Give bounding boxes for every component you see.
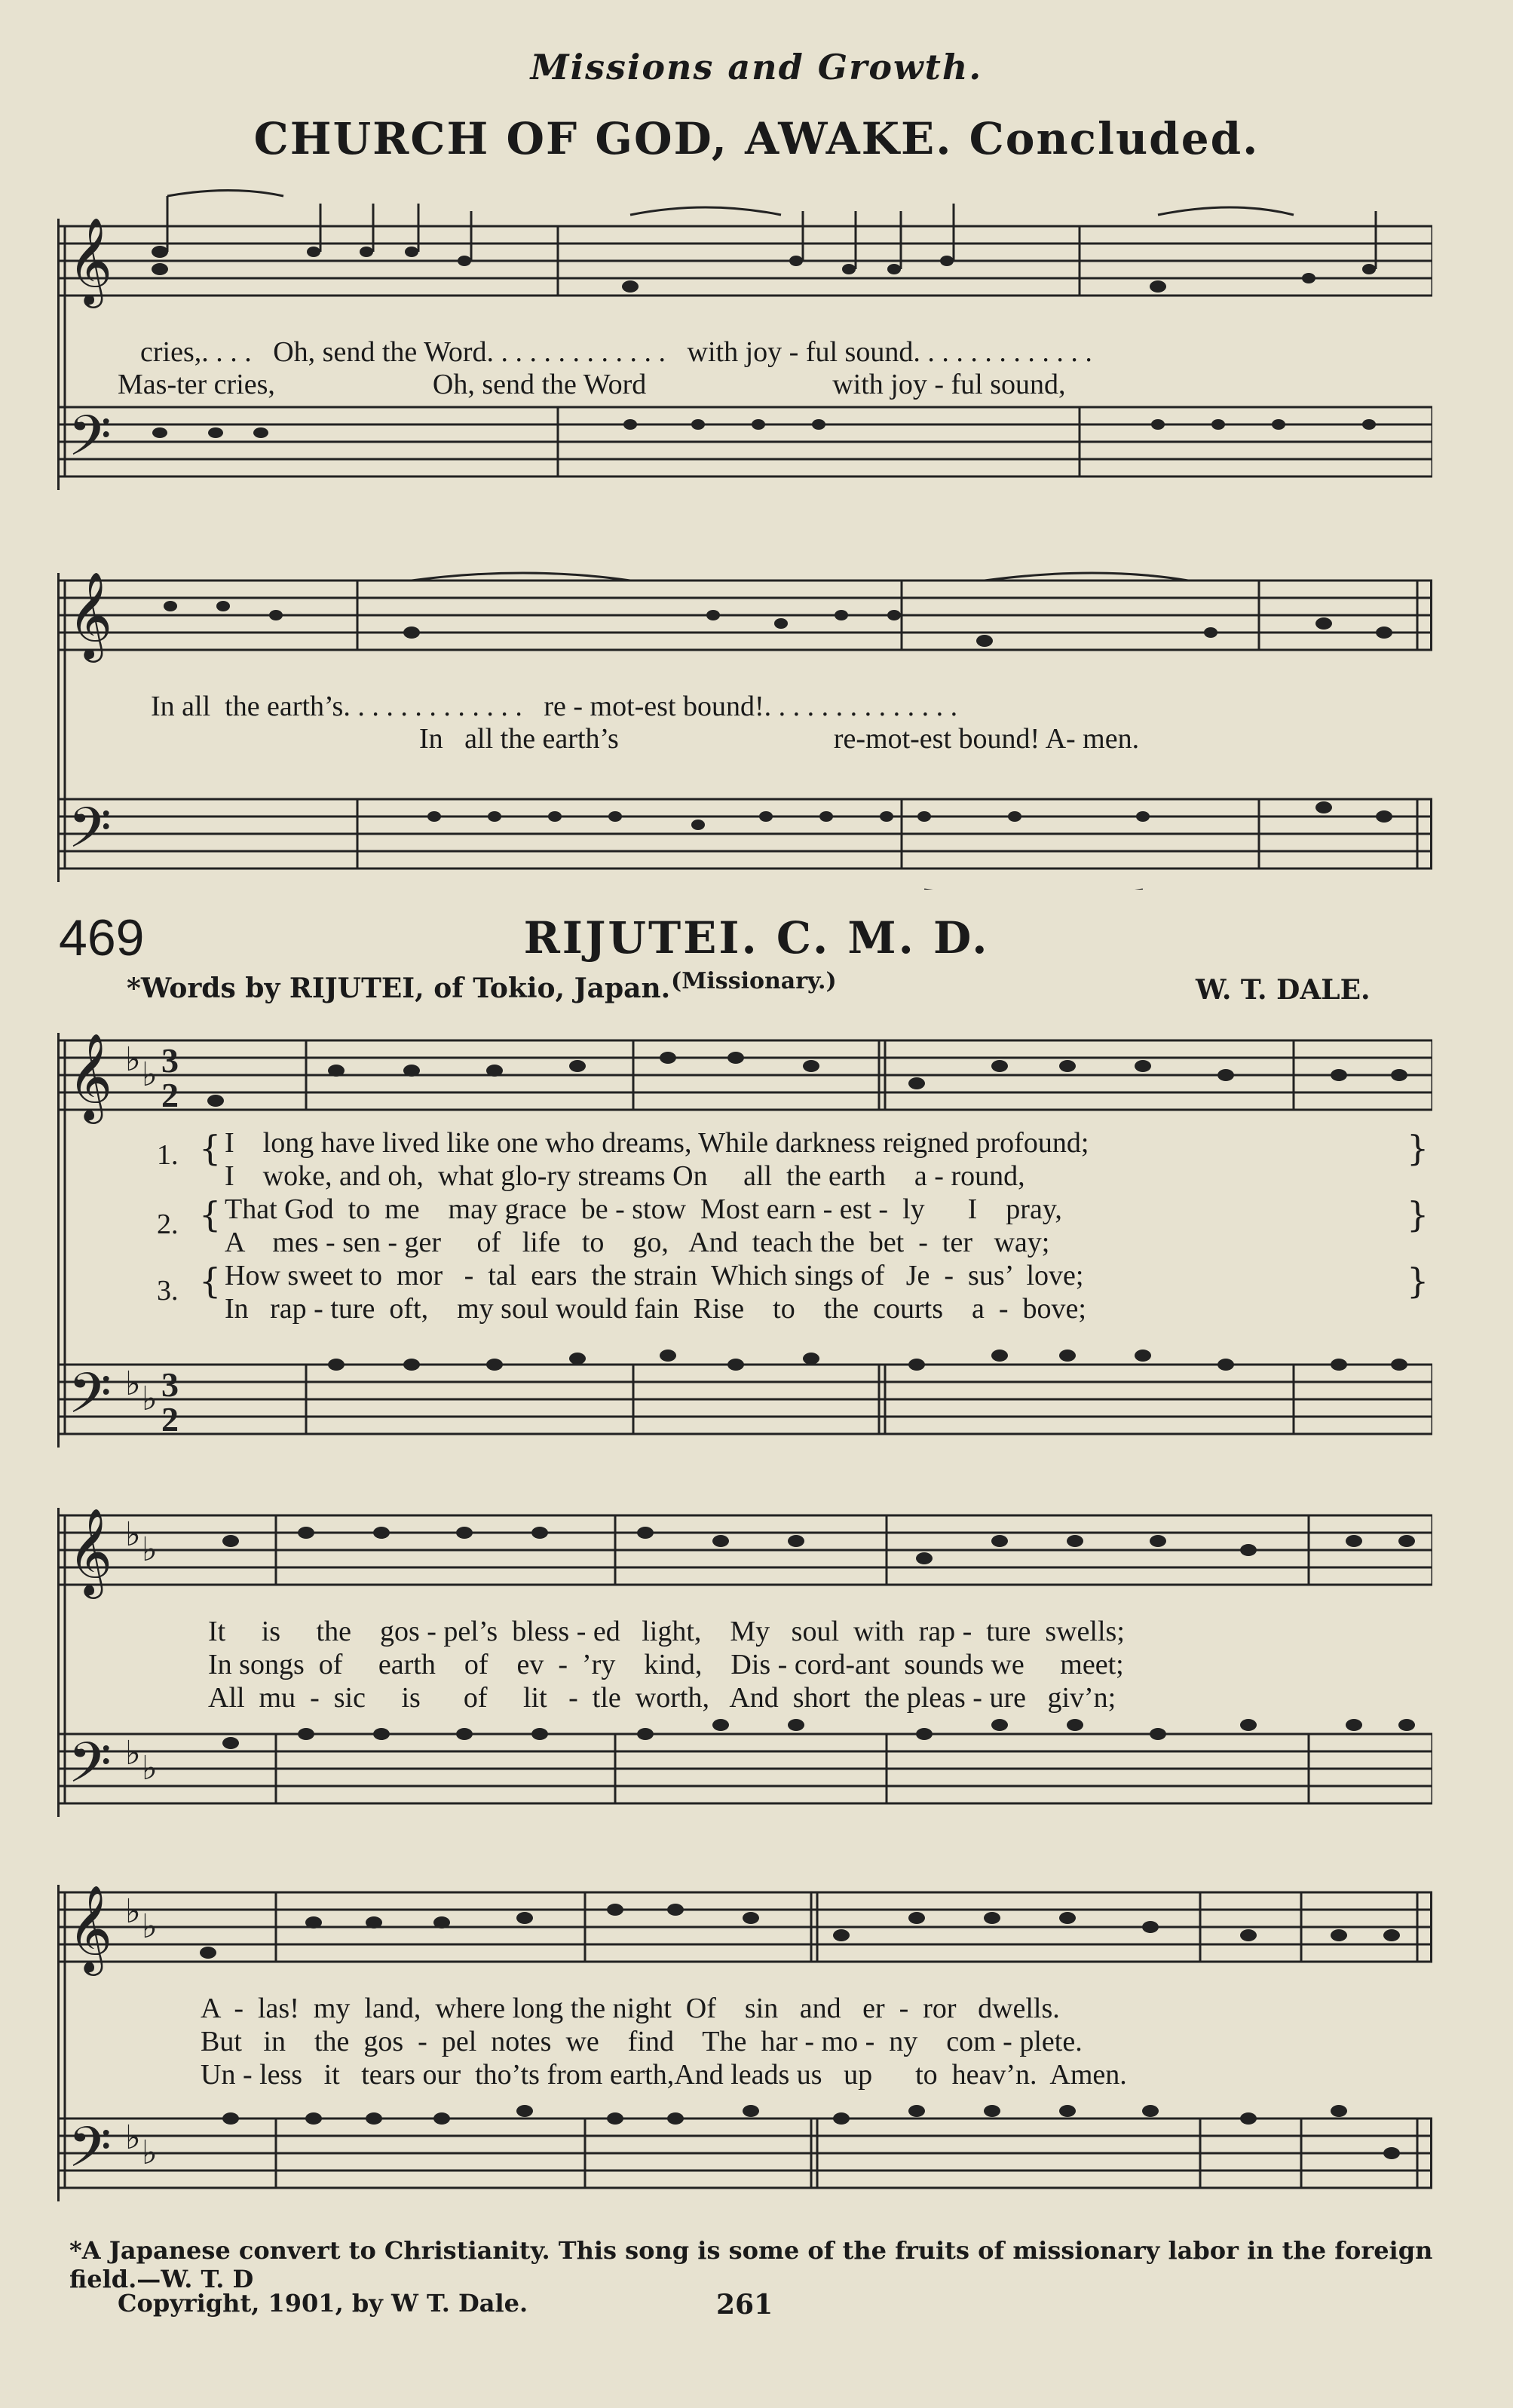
lyrics-upper-1: cries,. . . . Oh, send the Word. . . . . . . . . . . . . with joy - ful sound. . . . . . . . . . . . .: [140, 336, 1092, 368]
hymn-lyrics-2-line-1: It is the gos - pel’s bless - ed light, My soul with rap - ture swells;: [208, 1616, 1125, 1647]
hymn-system-1: [57, 1010, 1432, 1478]
hymn-lyrics-3-line-1: A - las! my land, where long the night Of sin and er - ror dwells.: [201, 1993, 1060, 2024]
svg-text:2: 2: [161, 1400, 179, 1438]
hymn-lyrics-2-line-3: All mu - sic is of lit - tle worth, And short the pleas - ure giv’n;: [208, 1682, 1116, 1714]
svg-text:𝄢: 𝄢: [68, 2115, 112, 2194]
verse-brace-right-1: }: [1407, 1128, 1429, 1169]
section-header: Missions and Growth.: [530, 47, 983, 87]
verse-brace-right-2: }: [1407, 1194, 1429, 1235]
hymn-system-3: [57, 1862, 1432, 2224]
svg-text:♭: ♭: [142, 2134, 158, 2172]
footnote: *A Japanese convert to Christianity. This song is some of the fruits of missionary labor in the foreign field.—W. T. D: [69, 2236, 1433, 2293]
svg-text:𝄢: 𝄢: [68, 795, 112, 875]
hymn-system-2: [57, 1485, 1432, 1847]
svg-text:♭: ♭: [125, 1040, 141, 1079]
svg-text:♭: ♭: [125, 1515, 141, 1554]
page-number: 261: [716, 2289, 773, 2321]
hymn-title: RIJUTEI. C. M. D.: [523, 912, 990, 964]
verse-brace-left-1: {: [199, 1128, 222, 1169]
svg-text:𝄞: 𝄞: [68, 1507, 113, 1595]
verse-brace-right-3: }: [1407, 1261, 1429, 1301]
hymn-number: 469: [59, 909, 145, 967]
svg-text:𝄞: 𝄞: [68, 1884, 113, 1972]
verse-3-line-2: In rap - ture oft, my soul would fain Rise to the courts a - bove;: [225, 1293, 1086, 1325]
lyrics-lower-2: In all the earth’s re-mot-est bound! A- men.: [419, 723, 1140, 755]
svg-text:𝄢: 𝄢: [68, 403, 112, 483]
svg-text:2: 2: [161, 1076, 179, 1114]
svg-text:♭: ♭: [142, 1530, 158, 1569]
composer: W. T. DALE.: [1196, 974, 1371, 1006]
hymn-subtitle: (Missionary.): [671, 968, 837, 994]
svg-text:𝄞: 𝄞: [68, 571, 113, 659]
svg-text:3: 3: [161, 1041, 179, 1080]
verse-number-2: 2.: [157, 1209, 179, 1240]
svg-text:♭: ♭: [142, 1749, 158, 1788]
hymn-lyrics-2-line-2: In songs of earth of ev - ’ry kind, Dis - cord-ant sounds we meet;: [208, 1649, 1124, 1680]
verse-1-line-2: I woke, and oh, what glo-ry streams On all the earth a - round,: [225, 1160, 1025, 1192]
svg-text:3: 3: [161, 1365, 179, 1404]
verse-number-3: 3.: [157, 1275, 179, 1307]
svg-text:♭: ♭: [142, 1055, 158, 1094]
verse-number-1: 1.: [157, 1139, 179, 1171]
song-title: CHURCH OF GOD, AWAKE. Concluded.: [253, 113, 1260, 164]
music-system-1: [57, 181, 1432, 528]
svg-text:♭: ♭: [125, 1734, 141, 1772]
svg-text:♭: ♭: [125, 1892, 141, 1931]
svg-text:♭: ♭: [125, 1365, 141, 1403]
hymn-lyrics-3-line-2: But in the gos - pel notes we find The har - mo - ny com - plete.: [201, 2026, 1083, 2057]
copyright: Copyright, 1901, by W T. Dale.: [118, 2289, 528, 2318]
svg-text:𝄞: 𝄞: [68, 216, 113, 305]
verse-1-line-1: I long have lived like one who dreams, While darkness reigned profound;: [225, 1127, 1089, 1159]
verse-brace-left-2: {: [199, 1194, 222, 1235]
svg-text:♭: ♭: [142, 1380, 158, 1418]
svg-text:𝄢: 𝄢: [68, 1361, 112, 1440]
verse-2-line-1: That God to me may grace be - stow Most earn - est - ly I pray,: [225, 1193, 1062, 1225]
svg-text:♭: ♭: [125, 2118, 141, 2157]
verse-brace-left-3: {: [199, 1261, 222, 1301]
verse-3-line-1: How sweet to mor - tal ears the strain Which sings of Je - sus’ love;: [225, 1260, 1084, 1291]
lyrics-upper-2: In all the earth’s. . . . . . . . . . . . . re - mot-est bound!. . . . . . . . . . . . . .: [151, 691, 958, 722]
words-credit: *Words by RIJUTEI, of Tokio, Japan.: [127, 973, 671, 1004]
music-system-2: [57, 535, 1432, 890]
lyrics-lower-1: Mas-ter cries, Oh, send the Word with joy - ful sound,: [118, 369, 1066, 400]
svg-text:𝄢: 𝄢: [68, 1730, 112, 1809]
svg-text:♭: ♭: [142, 1907, 158, 1946]
hymn-lyrics-3-line-3: Un - less it tears our tho’ts from earth,And leads us up to heav’n. Amen.: [201, 2059, 1127, 2091]
verse-2-line-2: A mes - sen - ger of life to go, And teach the bet - ter way;: [225, 1227, 1050, 1258]
svg-text:𝄞: 𝄞: [68, 1032, 113, 1120]
